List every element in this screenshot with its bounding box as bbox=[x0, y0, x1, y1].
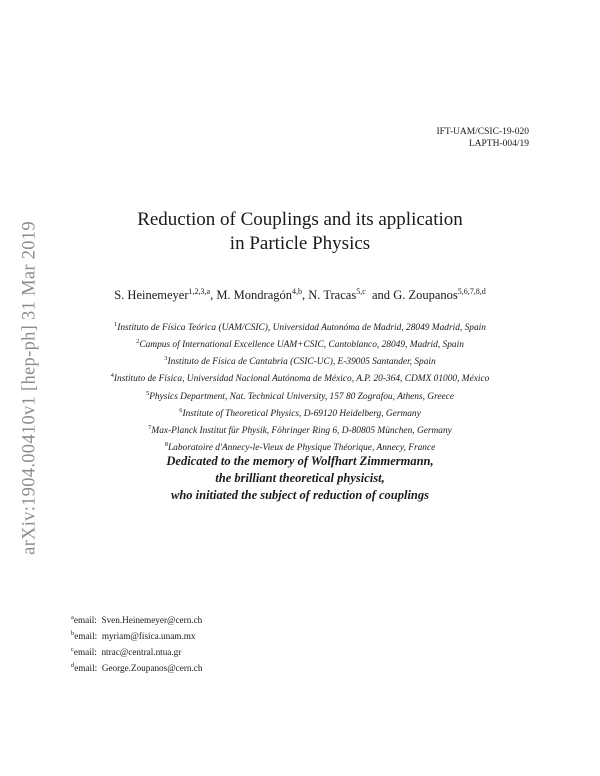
affiliation bbox=[40, 352, 560, 369]
email-address[interactable]: ntrac@central.ntua.gr bbox=[101, 647, 182, 658]
arxiv-stamp: arXiv:1904.00410v1 [hep-ph] 31 Mar 2019 bbox=[19, 221, 40, 555]
report-numbers bbox=[436, 126, 529, 150]
affiliation-text: Instituto de Física, Universidad Nacional Autónoma de México, A.P. 20-364, CDMX 01000, México bbox=[113, 374, 490, 385]
email-footnote bbox=[71, 627, 202, 643]
author bbox=[393, 288, 486, 302]
affiliation-text: Instituto de Física de Cantabria (CSIC-UC), E-39005 Santander, Spain bbox=[167, 357, 436, 368]
affiliation-text: Max-Planck Institut für Physik, Föhringer Ring 6, D-80805 München, Germany bbox=[151, 425, 452, 436]
affiliation bbox=[40, 318, 560, 335]
author-separator: , bbox=[210, 288, 217, 303]
author-marks: 4,b bbox=[292, 287, 303, 296]
email-mark: b bbox=[71, 630, 75, 638]
dedication-line: the brilliant theoretical physicist, bbox=[215, 471, 385, 485]
affiliation-number: 2 bbox=[136, 338, 140, 346]
author-marks: 5,c bbox=[356, 287, 366, 296]
affiliation-number: 5 bbox=[145, 389, 150, 397]
author-separator: and bbox=[365, 288, 394, 303]
email-footnotes bbox=[71, 611, 202, 675]
dedication-line: Dedicated to the memory of Wolfhart Zimmermann, bbox=[166, 454, 434, 468]
author-name: S. Heinemeyer bbox=[114, 288, 189, 303]
author bbox=[114, 288, 210, 302]
affiliation-text: Physics Department, Nat. Technical University, 157 80 Zografou, Athens, Greece bbox=[149, 391, 455, 402]
affiliation bbox=[40, 335, 560, 352]
email-mark: d bbox=[71, 662, 75, 670]
email-footnote bbox=[71, 643, 202, 659]
affiliation bbox=[40, 369, 560, 386]
author-list bbox=[40, 287, 560, 303]
title-line: in Particle Physics bbox=[229, 233, 371, 254]
affiliation-text: Laboratoire d'Annecy-le-Vieux de Physique Théorique, Annecy, France bbox=[167, 443, 436, 453]
email-label: email: bbox=[74, 663, 98, 674]
email-footnote bbox=[71, 659, 202, 675]
email-address[interactable]: Sven.Heinemeyer@cern.ch bbox=[101, 615, 203, 626]
email-label: email: bbox=[73, 615, 97, 626]
affiliation-number: 6 bbox=[179, 406, 183, 414]
report-number: LAPTH-004/19 bbox=[468, 139, 529, 149]
affiliation-number: 4 bbox=[110, 372, 114, 380]
author bbox=[308, 288, 365, 302]
affiliation-text: Institute of Theoretical Physics, D-69120 Heidelberg, Germany bbox=[182, 408, 421, 419]
affiliation-number: 1 bbox=[114, 321, 118, 328]
affiliation-list bbox=[40, 318, 560, 455]
author bbox=[216, 288, 302, 302]
report-number: IFT-UAM/CSIC-19-020 bbox=[436, 127, 529, 137]
email-mark: a bbox=[71, 614, 74, 621]
dedication bbox=[60, 453, 540, 504]
author-marks: 1,2,3,a bbox=[188, 287, 211, 296]
affiliation-number: 3 bbox=[164, 355, 168, 363]
dedication-line: who initiated the subject of reduction of couplings bbox=[170, 488, 429, 502]
affiliation bbox=[40, 404, 560, 421]
author-name: M. Mondragón bbox=[216, 288, 293, 303]
title-line: Reduction of Couplings and its application bbox=[137, 209, 463, 230]
affiliation-number: 7 bbox=[148, 423, 152, 431]
author-separator: , bbox=[302, 288, 309, 303]
affiliation-number: 8 bbox=[164, 440, 168, 448]
email-label: email: bbox=[74, 631, 98, 642]
email-address[interactable]: myriam@fisica.unam.mx bbox=[101, 631, 196, 642]
affiliation-text: Campus of International Excellence UAM+CSIC, Cantoblanco, 28049, Madrid, Spain bbox=[139, 340, 464, 351]
author-marks: 5,6,7,8,d bbox=[457, 287, 486, 296]
author-name: G. Zoupanos bbox=[393, 288, 458, 303]
author-name: N. Tracas bbox=[308, 288, 357, 303]
email-label: email: bbox=[73, 647, 97, 658]
paper-title bbox=[80, 208, 520, 256]
email-footnote bbox=[71, 611, 202, 627]
affiliation bbox=[40, 387, 560, 404]
email-address[interactable]: George.Zoupanos@cern.ch bbox=[101, 663, 203, 674]
affiliation bbox=[40, 421, 560, 438]
email-mark: c bbox=[71, 646, 74, 654]
affiliation-text: Instituto de Física Teórica (UAM/CSIC), Universidad Autonóma de Madrid, 28049 Madrid, Spain bbox=[117, 323, 486, 334]
